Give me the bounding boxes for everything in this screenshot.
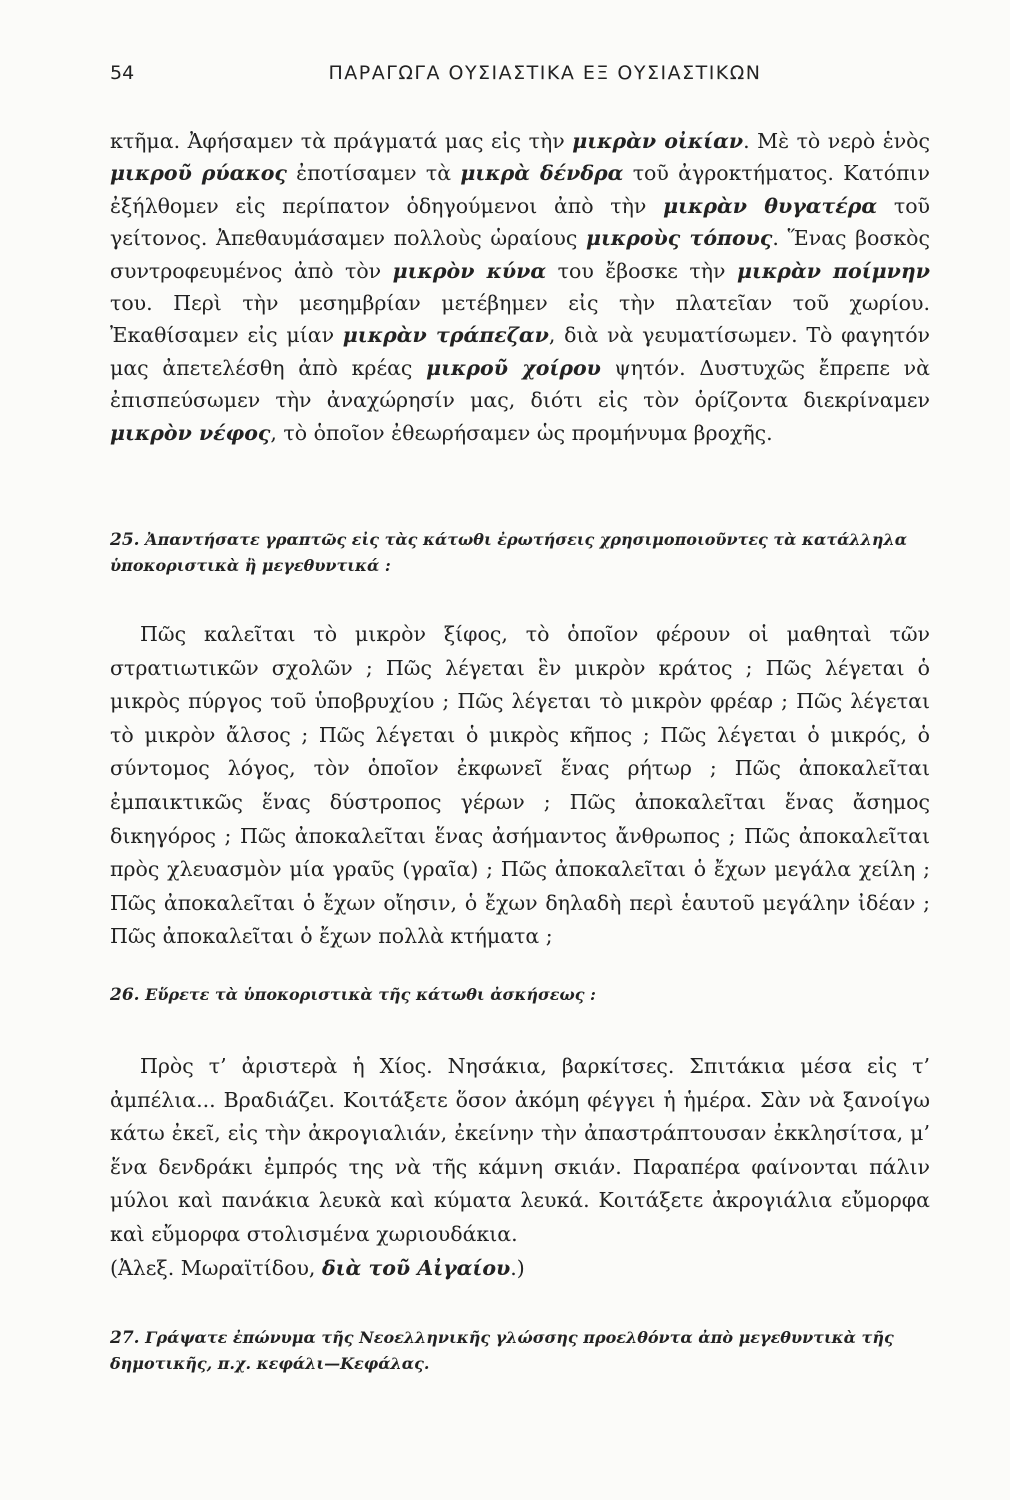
exercise-27-heading — [110, 1325, 930, 1376]
emphasis: μικρὰν θυγατέρα — [663, 193, 878, 218]
citation-suffix: .) — [510, 1255, 525, 1280]
citation-title: διὰ τοῦ Αἰγαίου — [321, 1255, 511, 1280]
text-segment: , τὸ ὁποῖον ἐθεωρήσαμεν ὡς προμήνυμα βροχῆς. — [270, 420, 773, 445]
running-head: ΠΑΡΑΓΩΓΑ ΟΥΣΙΑΣΤΙΚΑ ΕΞ ΟΥΣΙΑΣΤΙΚΩΝ — [328, 62, 762, 84]
emphasis: μικρὸν κύνα — [392, 258, 547, 283]
page-number: 54 — [110, 62, 135, 84]
emphasis: μικροῦ ρύακος — [110, 161, 287, 186]
emphasis: μικρὰ δένδρα — [460, 161, 624, 186]
text-segment: του ἔβοσκε τὴν — [546, 258, 738, 283]
text-segment: ψητόν. Δυστυχῶς ἔπρεπε νὰ ἐπισπεύσωμεν τὴν ἀναχώρησίν μας, διότι εἰς τὸν ὁρίζοντα διεκρίναμεν — [110, 355, 930, 413]
text-segment: . Ἕνας βοσκὸς συντροφευμένος ἀπὸ τὸν — [110, 226, 930, 283]
exercise-number: 27. — [110, 1328, 140, 1348]
emphasis: μικρὰν οἰκίαν — [572, 129, 744, 153]
body-paragraph — [110, 125, 930, 449]
exercise-instruction: Ἀπαντήσατε γραπτῶς εἰς τὰς κάτωθι ἐρωτήσεις χρησιμοποιοῦντες τὰ κατάλληλα ὑποκοριστικὰ ἢ μεγεθυντικά : — [110, 530, 907, 575]
text-segment: τοῦ γείτονος. Ἀπεθαυμάσαμεν πολλοὺς ὡραίους — [110, 193, 930, 251]
emphasis: μικροῦ χοίρου — [426, 355, 601, 380]
emphasis: μικρὰν ποίμνην — [737, 258, 931, 283]
emphasis: μικρὸν νέφος — [110, 420, 271, 445]
page-header — [110, 62, 930, 92]
exercise-number: 25. — [110, 530, 140, 550]
exercise-instruction: Γράψατε ἐπώνυμα τῆς Νεοελληνικῆς γλώσσης προελθόντα ἀπὸ μεγεθυντικὰ τῆς δημοτικῆς, π.χ. κεφάλι—Κεφάλας. — [110, 1328, 894, 1373]
exercise-26-heading — [110, 982, 930, 1008]
text-segment: του. Περὶ τὴν μεσημβρίαν μετέβημεν εἰς τὴν πλατεῖαν τοῦ χωρίου. Ἐκαθίσαμεν εἰς μίαν — [110, 291, 930, 348]
emphasis: μικροὺς τόπους — [585, 226, 773, 251]
exercise-25-heading — [110, 527, 930, 578]
exercise-25-text: Πῶς καλεῖται τὸ μικρὸν ξίφος, τὸ ὁποῖον φέρουν οἱ μαθηταὶ τῶν στρατιωτικῶν σχολῶν ; Πῶς λέγεται ἓν μικρὸν κράτος ; Πῶς λέγεται ὁ μικρὸς πύργος τοῦ ὑποβρυχίου ; Πῶς λέγεται τὸ μικρὸν φρέαρ ; Πῶς λέγεται τὸ μικρὸν ἄλσος ; Πῶς λέγεται ὁ μικρὸς κῆπος ; Πῶς λέγεται ὁ μικρός, ὁ σύντομος λόγος, τὸν ὁποῖον ἐκφωνεῖ ἕνας ρήτωρ ; Πῶς ἀποκαλεῖται ἐμπαικτικῶς ἕνας δύστροπος γέρων ; Πῶς ἀποκαλεῖται ἕνας ἄσημος δικηγόρος ; Πῶς ἀποκαλεῖται ἕνας ἀσήμαντος ἄνθρωπος ; Πῶς ἀποκαλεῖται πρὸς χλευασμὸν μία γραῦς (γραῖα) ; Πῶς ἀποκαλεῖται ὁ ἔχων μεγάλα χείλη ; Πῶς ἀποκαλεῖται ὁ ἔχων οἴησιν, ὁ ἔχων δηλαδὴ περὶ ἑαυτοῦ μεγάλην ἰδέαν ; Πῶς ἀποκαλεῖται ὁ ἔχων πολλὰ κτήματα ; — [110, 622, 930, 949]
text-segment: κτῆμα. Ἀφήσαμεν τὰ πράγματά μας εἰς τὴν — [110, 129, 573, 153]
passage-text: Πρὸς τ’ ἀριστερὰ ἡ Χίος. Νησάκια, βαρκίτσες. Σπιτάκια μέσα εἰς τ’ ἀμπέλια... Βραδιάζει. Κοιτάξετε ὅσον ἀκόμη φέγγει ἡ ἡμέρα. Σὰν νὰ ξανοίγω κάτω ἐκεῖ, εἰς τὴν ἀκρογιαλιάν, ἐκείνην τὴν ἀπαστράπτουσαν ἐκκλησίτσα, μ’ ἕνα δενδράκι ἐμπρός της νὰ τῆς κάμνη σκιάν. Παραπέρα φαίνονται πάλιν μύλοι καὶ πανάκια λευκὰ καὶ κύματα λευκά. Κοιτάξετε ἀκρογιάλια εὔμορφα καὶ εὔμορφα στολισμένα χωριουδάκια. — [110, 1054, 930, 1246]
emphasis: μικρὰν τράπεζαν — [342, 323, 549, 348]
text-segment: , διὰ νὰ γευματίσωμεν. Τὸ φαγητόν μας ἀπετελέσθη ἀπὸ κρέας — [110, 323, 930, 380]
text-segment: . Μὲ τὸ νερὸ ἑνὸς — [743, 129, 930, 153]
exercise-instruction: Εὕρετε τὰ ὑποκοριστικὰ τῆς κάτωθι ἀσκήσεως : — [145, 985, 596, 1004]
exercise-26-text — [110, 1050, 930, 1285]
text-segment: ἐποτίσαμεν τὰ — [286, 161, 461, 186]
citation-prefix: (Ἀλεξ. Μωραϊτίδου, — [110, 1255, 322, 1280]
text-segment: τοῦ ἀγροκτήματος. Κατόπιν ἐξήλθομεν εἰς περίπατον ὁδηγούμενοι ἀπὸ τὴν — [110, 161, 931, 218]
exercise-number: 26. — [110, 985, 140, 1005]
